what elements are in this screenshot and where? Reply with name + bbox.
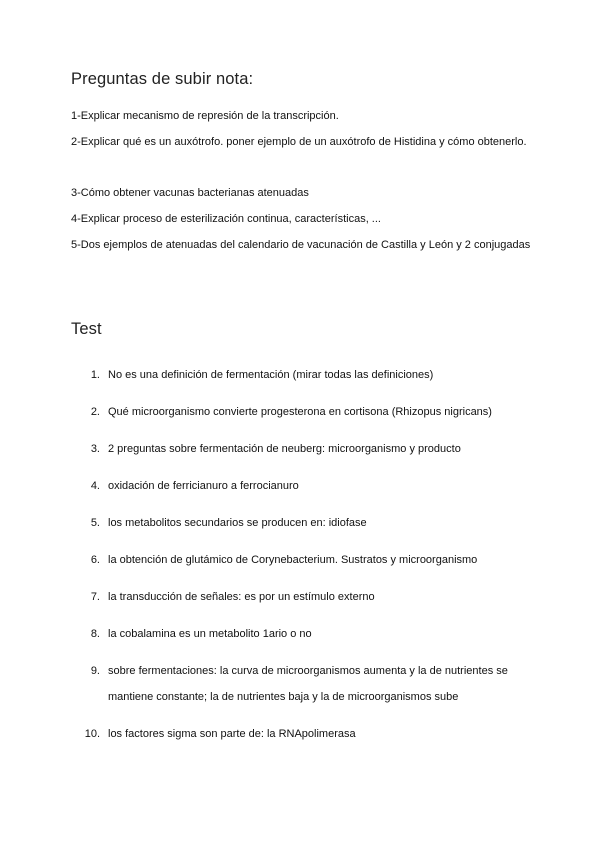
list-item — [90, 510, 528, 536]
list-item-text: la obtención de glutámico de Corynebacterium. Sustratos y microorganismo — [108, 554, 478, 566]
list-item-number: 5. — [90, 517, 100, 529]
section-title-preguntas: Preguntas de subir nota: — [71, 70, 254, 88]
question-3: 3-Cómo obtener vacunas bacterianas atenuadas — [71, 187, 309, 199]
question-2: 2-Explicar qué es un auxótrofo. poner ejemplo de un auxótrofo de Histidina y cómo obtenerlo. — [71, 136, 527, 148]
list-item-text: 2 preguntas sobre fermentación de neuberg: microorganismo y producto — [108, 443, 461, 455]
list-item-number: 2. — [90, 406, 100, 418]
list-item-number: 4. — [90, 480, 100, 492]
list-item — [90, 436, 528, 462]
list-item-text: los factores sigma son parte de: la RNApolimerasa — [108, 728, 356, 740]
list-item-text: oxidación de ferricianuro a ferrocianuro — [108, 480, 299, 492]
list-item-number: 1. — [90, 369, 100, 381]
question-5: 5-Dos ejemplos de atenuadas del calendario de vacunación de Castilla y León y 2 conjugadas — [71, 239, 531, 251]
section-title-test: Test — [71, 320, 102, 338]
list-item-number: 7. — [90, 591, 100, 603]
list-item-text: la cobalamina es un metabolito 1ario o no — [108, 628, 312, 640]
list-item-text: sobre fermentaciones: la curva de microorganismos aumenta y la de nutrientes se mantiene constante; la de nutrientes baja y la de microorganismos sube — [108, 665, 508, 703]
list-item — [84, 721, 528, 747]
list-item-number: 3. — [90, 443, 100, 455]
list-item — [90, 547, 528, 573]
list-item-text: No es una definición de fermentación (mirar todas las definiciones) — [108, 369, 434, 381]
list-item-text: Qué microorganismo convierte progesterona en cortisona (Rhizopus nigricans) — [108, 406, 492, 418]
list-item-number: 10. — [84, 728, 100, 740]
list-item-text: la transducción de señales: es por un estímulo externo — [108, 591, 375, 603]
question-1: 1-Explicar mecanismo de represión de la transcripción. — [71, 110, 339, 122]
list-item-number: 8. — [90, 628, 100, 640]
question-4: 4-Explicar proceso de esterilización continua, características, ... — [71, 213, 381, 225]
list-item — [90, 399, 528, 425]
list-item-number: 6. — [90, 554, 100, 566]
list-item-number: 9. — [90, 665, 100, 677]
list-item — [90, 621, 528, 647]
list-item — [90, 658, 528, 710]
list-item — [90, 362, 528, 388]
list-item-text: los metabolitos secundarios se producen en: idiofase — [108, 517, 367, 529]
list-item — [90, 584, 528, 610]
list-item — [90, 473, 528, 499]
